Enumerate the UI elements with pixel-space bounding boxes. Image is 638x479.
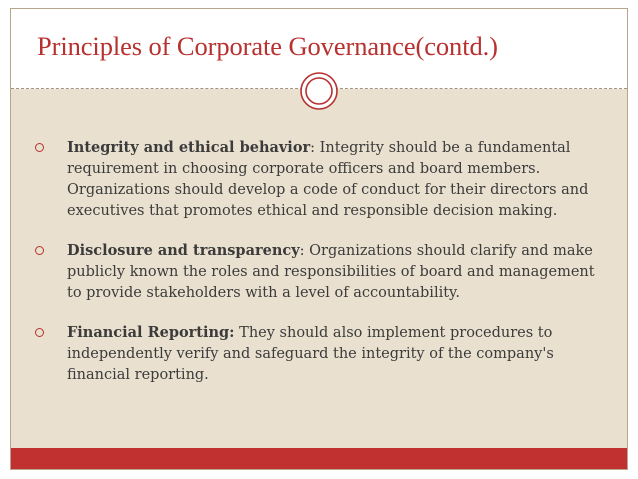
- bullet-text: Integrity should be a fundamental requirement in choosing corporate officers and board members. Organizations should develop a code of conduct for their directors and executives that promotes ethical and responsible decision making.: [67, 140, 589, 219]
- footer-bar: [11, 448, 627, 469]
- bullet-term: Integrity and ethical behavior: [67, 139, 311, 156]
- bullet-icon: [35, 328, 44, 337]
- bullet-term: Financial Reporting:: [67, 324, 235, 341]
- bullet-separator: :: [310, 140, 316, 156]
- bullet-text: They should also implement procedures to independently verify and safeguard the integrity of the company's financial reporting.: [67, 325, 554, 383]
- list-item: [33, 137, 611, 222]
- slide: [10, 8, 628, 470]
- bullet-term: Disclosure and transparency: [67, 242, 300, 259]
- bullet-text: Organizations should clarify and make publicly known the roles and responsibilities of board and management to provide stakeholders with a level of accountability.: [67, 243, 595, 301]
- bullet-separator: :: [299, 243, 305, 259]
- bullet-icon: [35, 143, 44, 152]
- bullet-icon: [35, 246, 44, 255]
- list-item: [33, 322, 611, 386]
- circle-ornament-icon: [299, 71, 339, 111]
- list-item: [33, 240, 611, 304]
- slide-title: Principles of Corporate Governance(contd.): [37, 31, 498, 61]
- bullet-list: [33, 137, 611, 404]
